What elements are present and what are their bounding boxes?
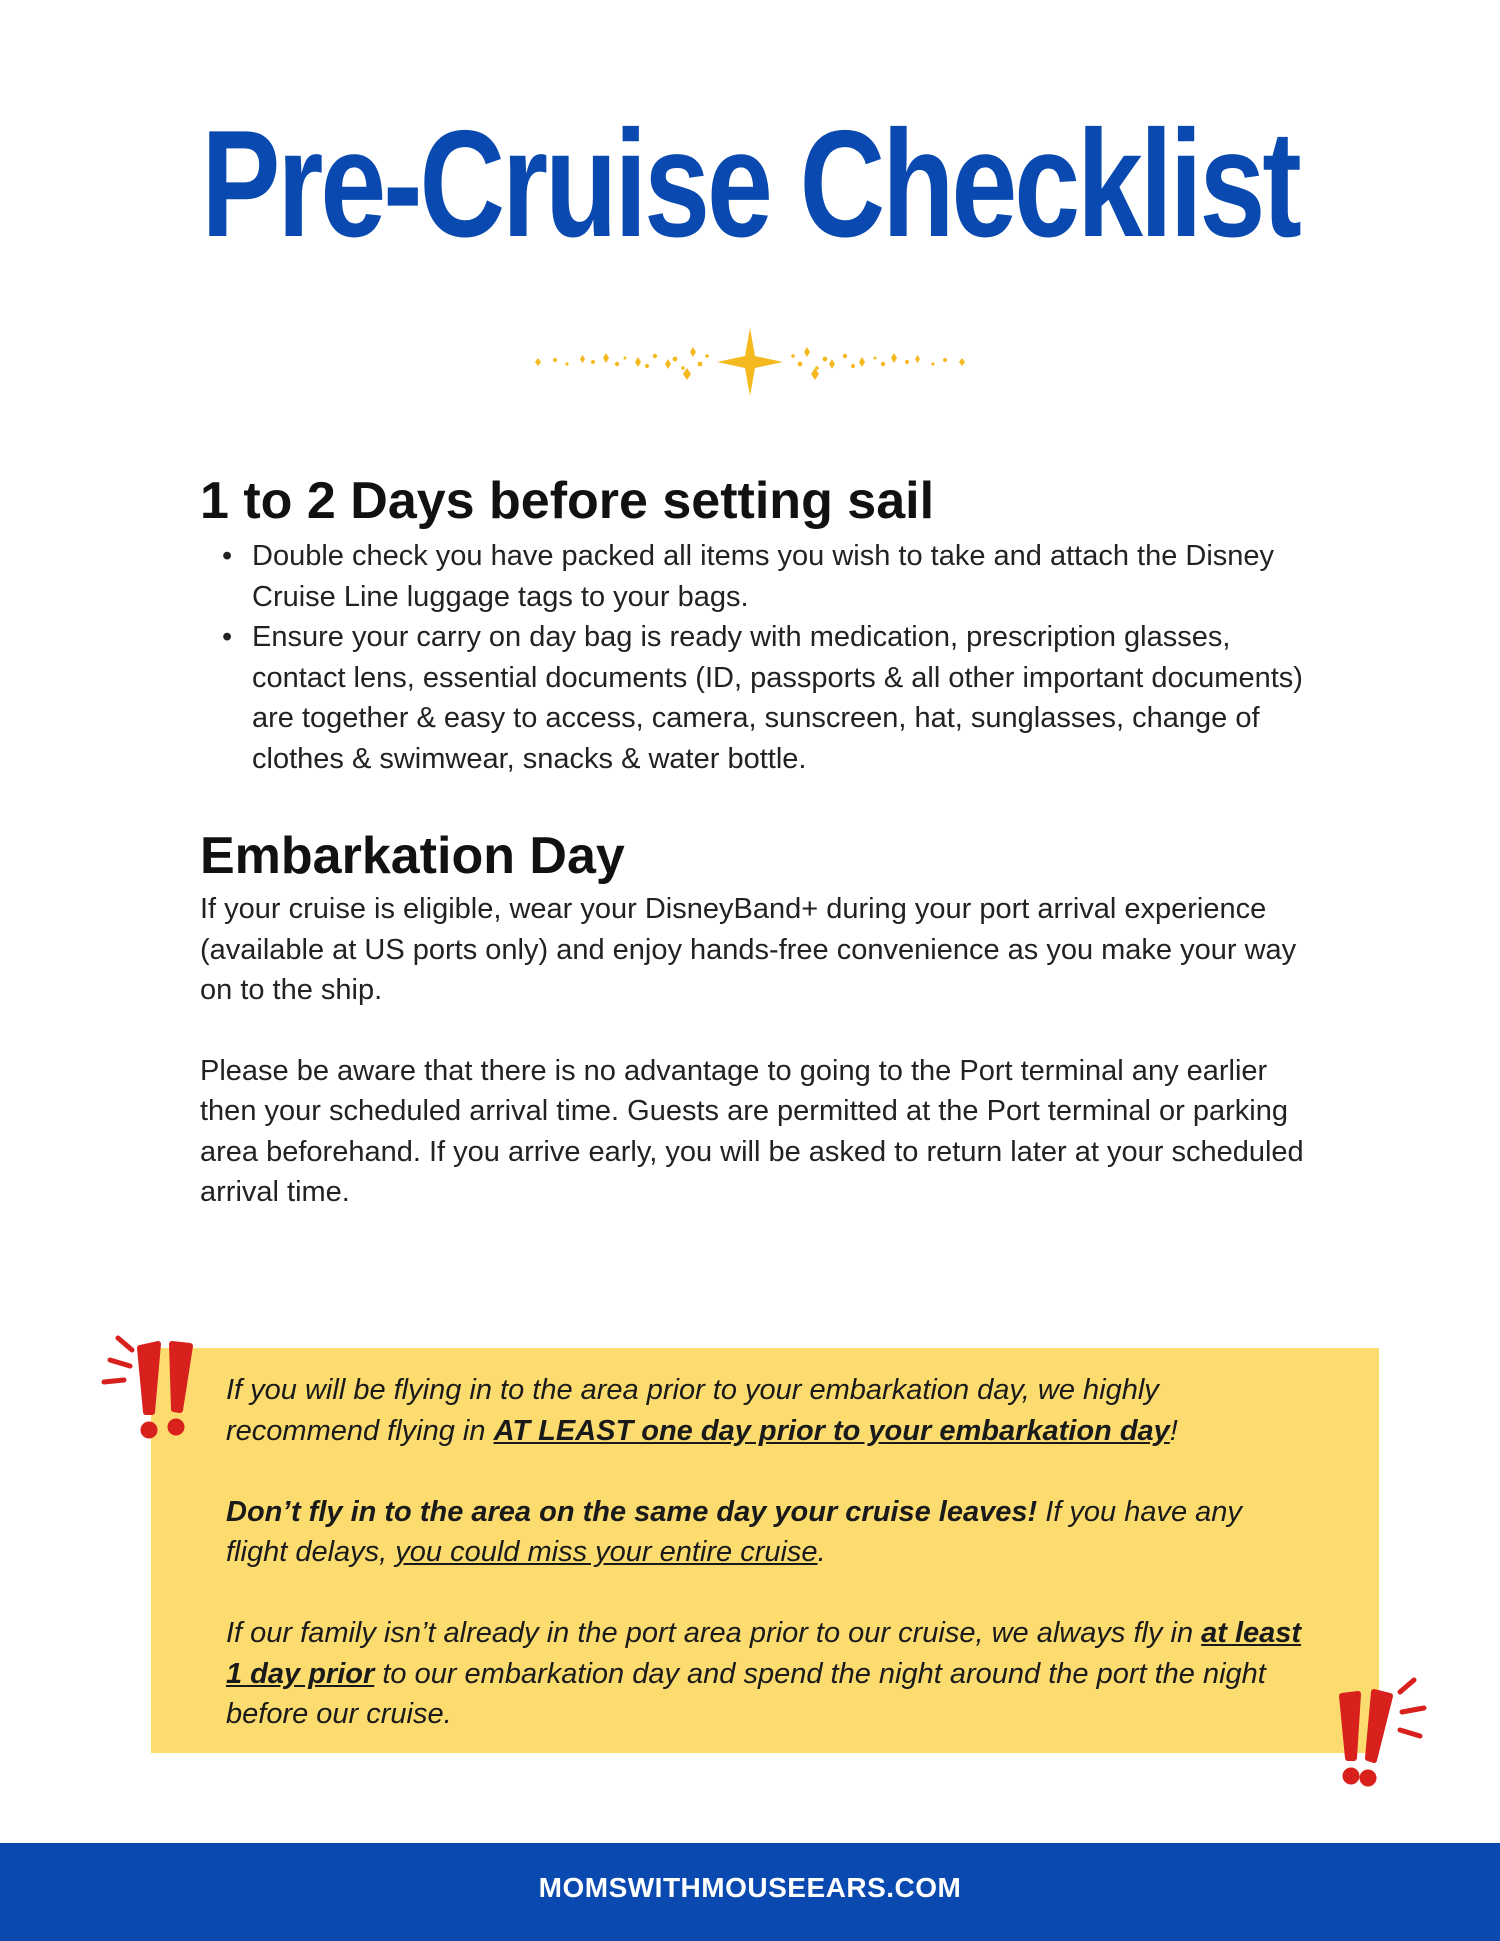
callout-text xyxy=(226,1370,1306,1735)
callout-paragraph xyxy=(226,1492,1306,1573)
emphasis-text: AT LEAST one day prior to your embarkation day xyxy=(493,1414,1170,1447)
underlined-text: you could miss your entire cruise xyxy=(395,1536,818,1568)
embarkation-paragraph: If your cruise is eligible, wear your DisneyBand+ during your port arrival experience (available at US ports only) and enjoy hands-free convenience as you make your way on to the ship. xyxy=(200,893,1297,1006)
bullet-text: Ensure your carry on day bag is ready with medication, prescription glasses, contact lens, essential documents (ID, passports & all other important documents) are together & easy to access, camera, sunscreen, hat, sunglasses, change of clothes & swimwear, snacks & water bottle. xyxy=(252,621,1303,775)
callout-text-span: to our embarkation day and spend the night around the port the night before our cruise. xyxy=(226,1657,1266,1730)
section-heading-before-sailing: 1 to 2 Days before setting sail xyxy=(200,472,935,530)
callout-paragraph xyxy=(226,1370,1306,1451)
callout-text-span: If our family isn’t already in the port area prior to our cruise, we always fly in xyxy=(226,1617,1202,1649)
callout-text-span: . xyxy=(817,1536,826,1568)
section-heading-embarkation-day: Embarkation Day xyxy=(200,827,625,885)
page-title: Pre-Cruise Checklist xyxy=(201,99,1299,269)
bullet-text: Double check you have packed all items you wish to take and attach the Disney Cruise Line luggage tags to your bags. xyxy=(252,540,1275,613)
double-exclamation-icon xyxy=(100,1330,210,1450)
double-exclamation-icon xyxy=(1328,1676,1438,1796)
footer-site-link[interactable]: MOMSWITHMOUSEEARS.COM xyxy=(538,1872,962,1903)
embarkation-paragraph: Please be aware that there is no advantage to going to the Port terminal any earlier then your scheduled arrival time. Guests are permitted at the Port terminal or parking area beforehand. If you arrive early, you will be asked to return later at your scheduled arrival time. xyxy=(200,1054,1304,1208)
list-item: • Ensure your carry on day bag is ready with medication, prescription glasses, contact lens, essential documents (ID, passports & all other important documents) are together & easy to access, camera, sunscreen, hat, sunglasses, change of clothes & swimwear, snacks & water bottle. xyxy=(222,621,1303,775)
main-content xyxy=(200,470,1320,1213)
emphasis-text: at least 1 day prior xyxy=(226,1617,1302,1690)
sparkle-divider-icon xyxy=(525,322,975,402)
callout-paragraph xyxy=(226,1613,1306,1735)
list-item: • Double check you have packed all items you wish to take and attach the Disney Cruise Line luggage tags to your bags. xyxy=(222,540,1275,613)
checklist-bullets xyxy=(200,536,1320,779)
callout-text-span: ! xyxy=(1169,1414,1178,1447)
callout-text-span: If you have any flight delays, xyxy=(226,1495,1242,1568)
emphasis-text: Don’t fly in to the area on the same day your cruise leaves! xyxy=(226,1495,1038,1528)
callout-text-span: If you will be flying in to the area prior to your embarkation day, we highly recommend flying in xyxy=(226,1374,1159,1447)
